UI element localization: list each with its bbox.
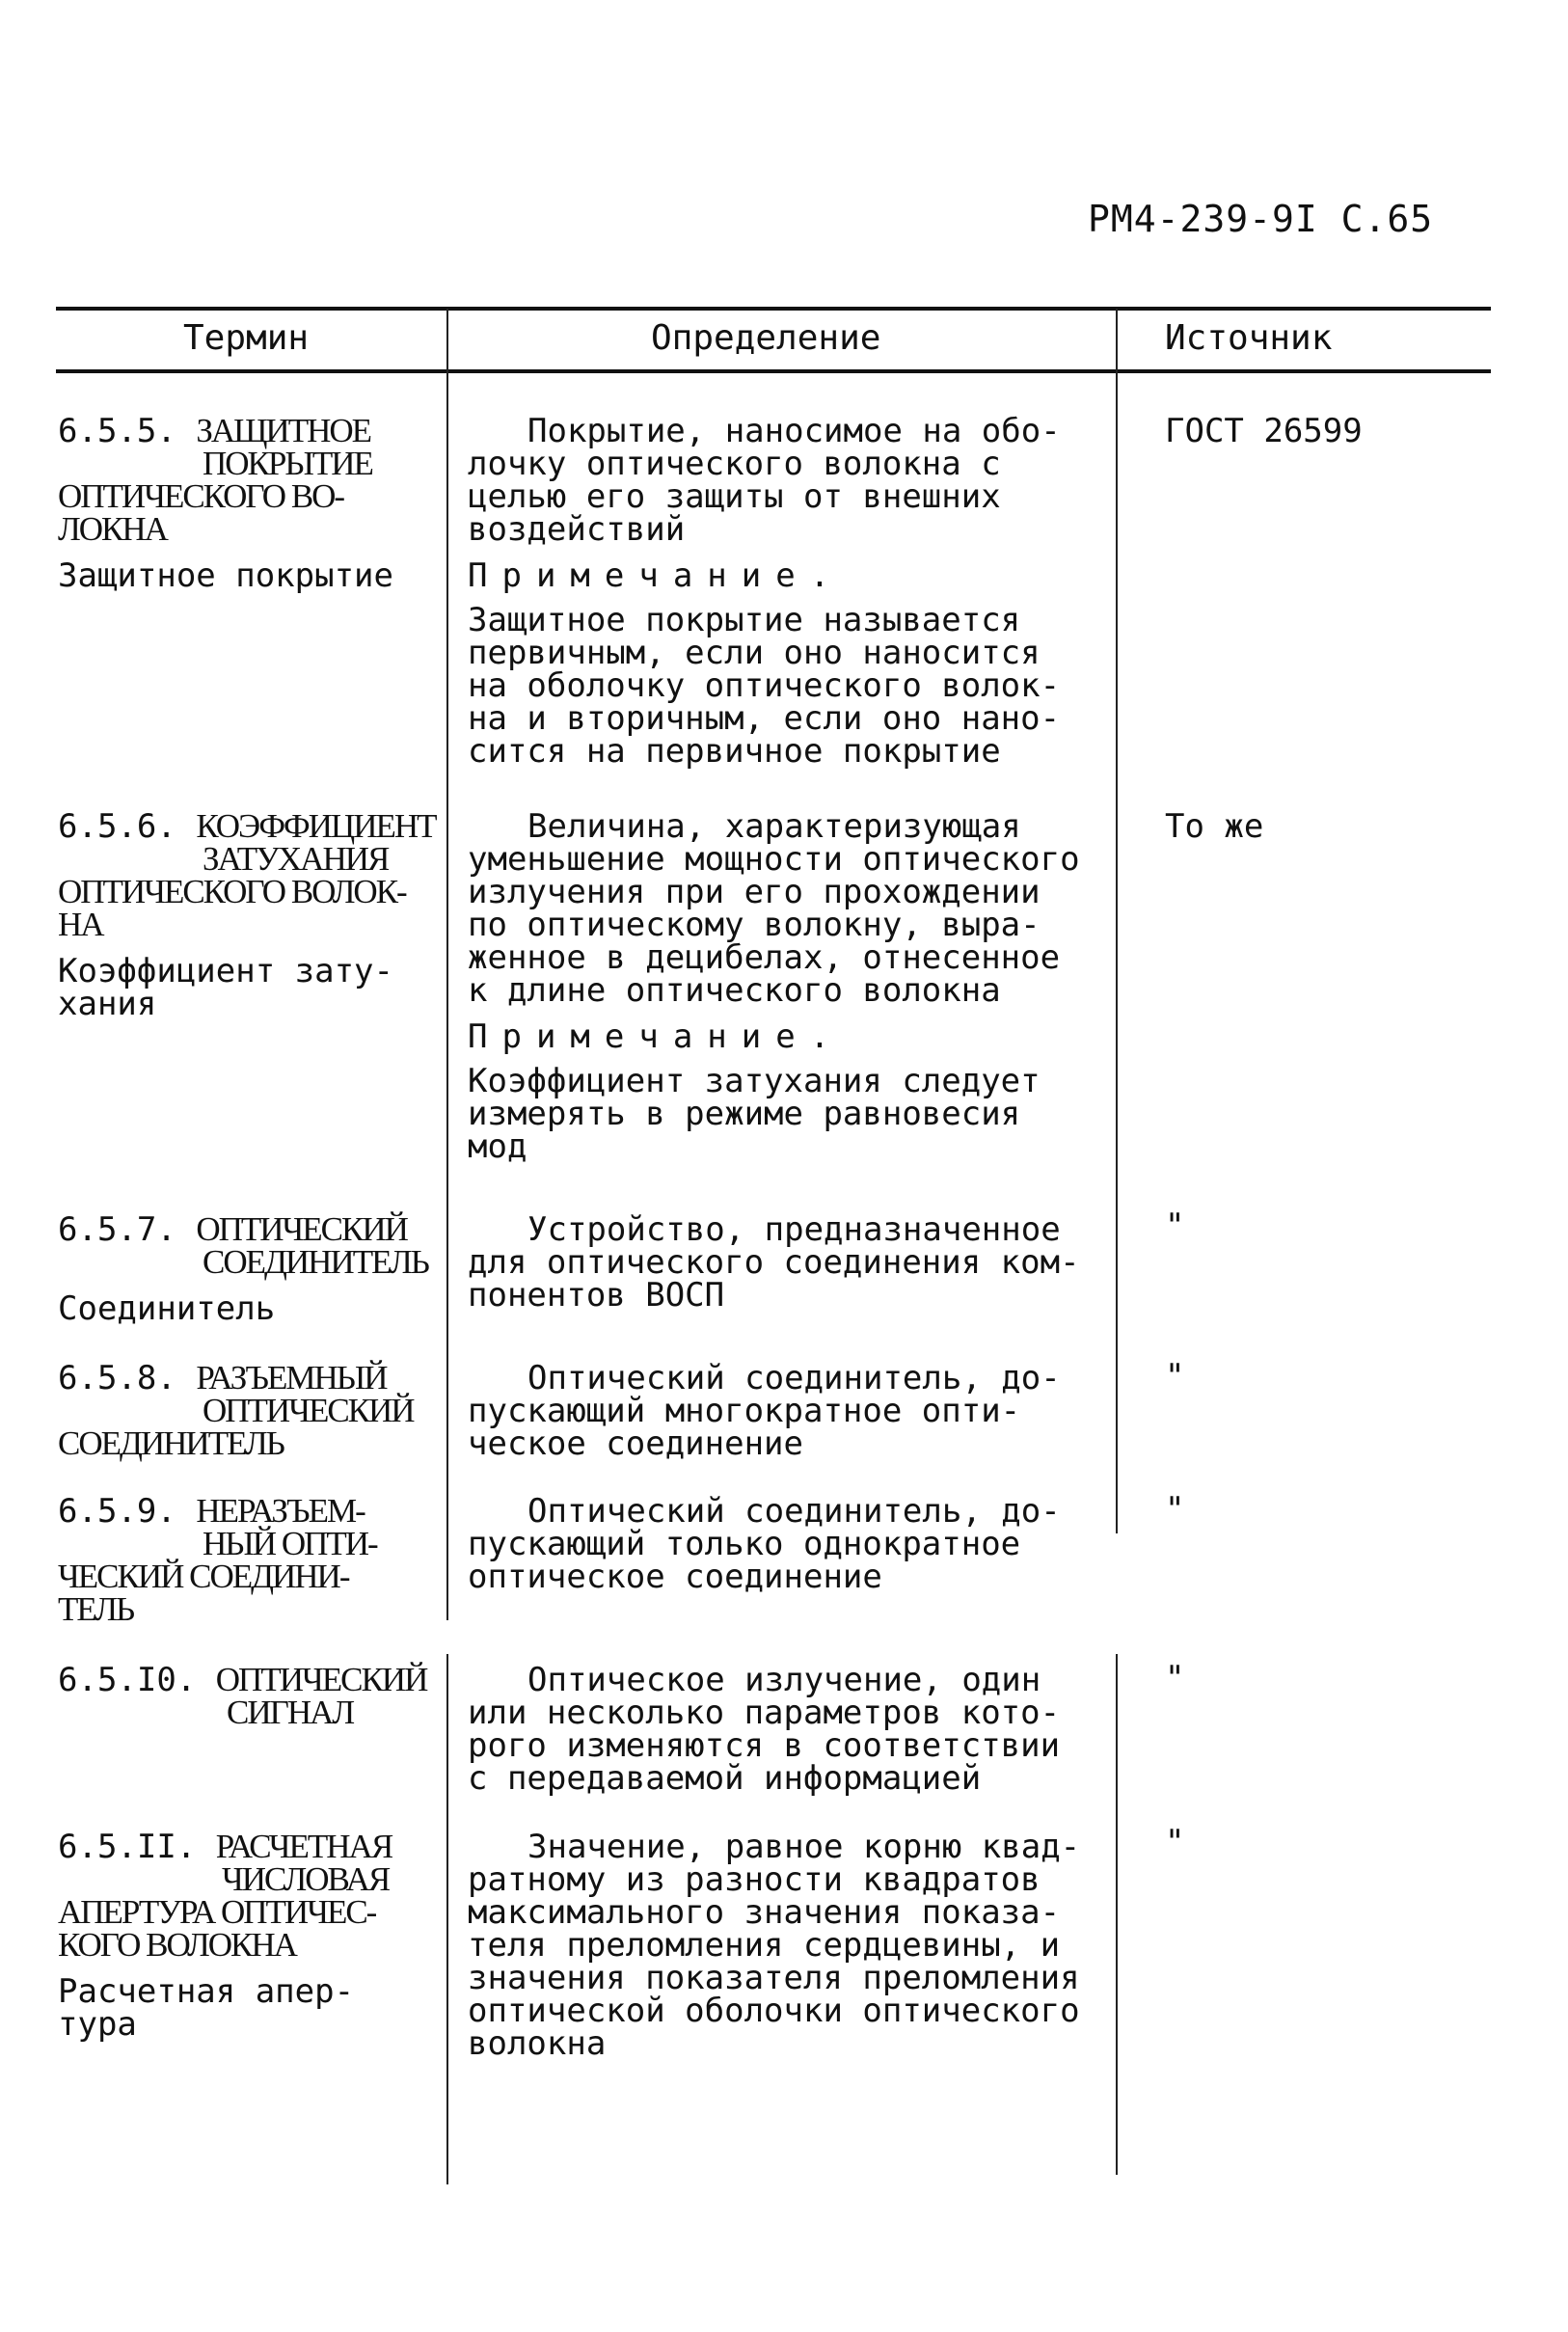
term-title-line: КОГО ВОЛОКНА: [58, 1926, 296, 1964]
column-header-term: Термин: [183, 318, 310, 358]
term-title-line: СИГНАЛ: [227, 1694, 354, 1731]
note-line: первичным, если оно наносится: [468, 634, 1041, 672]
term-6-5-11: [58, 1828, 439, 2044]
definition-line: к длине оптического волокна: [468, 971, 1001, 1010]
term-title-line: ЧИСЛОВАЯ: [222, 1860, 390, 1898]
term-heading: [58, 1492, 439, 1531]
definition-line: лочку оптического волокна с: [468, 445, 1001, 483]
definition-6-5-7: [468, 1210, 1104, 1315]
term-title-line: РАЗЪЕМНЫЙ: [196, 1359, 387, 1396]
note-line: Коэффициент затухания следует: [468, 1062, 1041, 1100]
term-title-line: ЗАЩИТНОЕ: [196, 412, 371, 449]
term-title-line: ОПТИЧЕСКИЙ: [203, 1392, 414, 1429]
source-6-5-8: ": [1165, 1357, 1185, 1396]
column-divider-1: [446, 309, 448, 1620]
term-title-line: ПОКРЫТИЕ: [203, 445, 372, 482]
definition-line: оптическое соединение: [468, 1558, 882, 1596]
definition-line: для оптического соединения ком-: [468, 1243, 1080, 1282]
source-6-5-5: ГОСТ 26599: [1165, 412, 1363, 450]
page-id: РМ4-239-9I С.65: [1088, 198, 1434, 240]
note-line: Защитное покрытие называется: [468, 601, 1021, 639]
term-6-5-5: [58, 412, 439, 595]
term-heading: [58, 1359, 439, 1397]
term-title-line: ЗАТУХАНИЯ: [203, 840, 389, 878]
definition-line: ческое соединение: [468, 1424, 803, 1463]
term-number: 6.5.6.: [58, 807, 176, 846]
note-line: на оболочку оптического волок-: [468, 666, 1061, 705]
term-number: 6.5.9.: [58, 1492, 176, 1531]
short-term: тура: [58, 2005, 137, 2044]
column-divider-2-lower: [1116, 1654, 1118, 2175]
term-title-line: ЧЕСКИЙ СОЕДИНИ-: [58, 1558, 349, 1595]
definition-line: Оптическое излучение, один: [527, 1661, 1041, 1699]
table-top-rule: [56, 307, 1491, 311]
definition-line: оптической оболочки оптического: [468, 1992, 1080, 2030]
definition-line: понентов ВОСП: [468, 1276, 725, 1315]
definition-6-5-11: [468, 1828, 1104, 2063]
short-term: хания: [58, 985, 157, 1023]
column-header-definition: Определение: [651, 318, 881, 358]
definition-line: Величина, характеризующая: [527, 807, 1021, 846]
short-term: Соединитель: [58, 1289, 276, 1328]
note-text: [468, 1062, 1104, 1166]
term-title-line: СОЕДИНИТЕЛЬ: [58, 1424, 284, 1462]
definition-6-5-9: [468, 1492, 1104, 1596]
note-line: сится на первичное покрытие: [468, 732, 1001, 771]
term-number: 6.5.II.: [58, 1828, 197, 1866]
term-number: 6.5.I0.: [58, 1661, 197, 1699]
definition-line: ратному из разности квадратов: [468, 1860, 1041, 1899]
term-title-line: КОЭФФИЦИЕНТ: [196, 807, 436, 845]
short-term: Коэффициент зату-: [58, 952, 393, 990]
definition-6-5-6: [468, 807, 1104, 1166]
term-6-5-8: [58, 1359, 439, 1462]
column-divider-2: [1116, 309, 1118, 1533]
definition-line: уменьшение мощности оптического: [468, 840, 1080, 879]
term-title-line: ТЕЛЬ: [58, 1590, 134, 1628]
term-number: 6.5.5.: [58, 412, 176, 450]
short-term: Расчетная апер-: [58, 1972, 355, 2011]
term-title-line: НЕРАЗЪЕМ-: [196, 1492, 365, 1530]
note-text: [468, 601, 1104, 771]
source-6-5-11: ": [1165, 1823, 1185, 1861]
definition-line: воздействий: [468, 510, 686, 549]
note-line: на и вторичным, если оно нано-: [468, 699, 1061, 738]
term-6-5-6: [58, 807, 439, 1023]
column-divider-1-lower: [446, 1654, 448, 2184]
short-term: Защитное покрытие: [58, 556, 393, 595]
term-number: 6.5.8.: [58, 1359, 176, 1397]
term-heading: [58, 1661, 439, 1699]
term-title-line: ЛОКНА: [58, 510, 167, 548]
term-heading: [58, 1210, 439, 1249]
definition-line: теля преломления сердцевины, и: [468, 1926, 1061, 1965]
term-title-line: НЫЙ ОПТИ-: [203, 1525, 377, 1562]
term-title-line: ОПТИЧЕСКИЙ: [196, 1210, 407, 1248]
source-6-5-6: То же: [1165, 807, 1264, 846]
term-number: 6.5.7.: [58, 1210, 176, 1249]
note-line: измерять в режиме равновесия: [468, 1095, 1021, 1133]
definition-line: пускающий многократное опти-: [468, 1392, 1021, 1430]
definition-line: значения показателя преломления: [468, 1959, 1080, 1997]
term-6-5-7: [58, 1210, 439, 1328]
definition-line: пускающий только однократное: [468, 1525, 1021, 1563]
definition-line: с передаваемой информацией: [468, 1759, 982, 1798]
definition-6-5-5: [468, 412, 1104, 771]
term-title-line: ОПТИЧЕСКИЙ: [215, 1661, 427, 1698]
term-title-line: АПЕРТУРА ОПТИЧЕС-: [58, 1893, 376, 1931]
definition-6-5-8: [468, 1359, 1104, 1463]
definition-line: целью его защиты от внешних: [468, 477, 1001, 516]
definition-line: Покрытие, наносимое на обо-: [527, 412, 1061, 450]
definition-6-5-10: [468, 1661, 1104, 1798]
definition-line: женное в децибелах, отнесенное: [468, 938, 1061, 977]
term-title-line: СОЕДИНИТЕЛЬ: [203, 1243, 428, 1281]
definition-line: Значение, равное корню квад-: [527, 1828, 1081, 1866]
term-heading: [58, 1828, 439, 1866]
note-label: Примечание.: [468, 556, 845, 595]
table-header-rule: [56, 369, 1491, 373]
definition-line: или несколько параметров кото-: [468, 1694, 1061, 1732]
note-label: Примечание.: [468, 1017, 845, 1056]
term-6-5-9: [58, 1492, 439, 1628]
definition-line: рого изменяются в соответствии: [468, 1726, 1061, 1765]
term-title-line: ОПТИЧЕСКОГО ВО-: [58, 477, 344, 515]
term-title-line: РАСЧЕТНАЯ: [215, 1828, 392, 1865]
note-line: мод: [468, 1127, 527, 1166]
term-6-5-10: [58, 1661, 439, 1731]
definition-line: максимального значения показа-: [468, 1893, 1061, 1932]
definition-line: Устройство, предназначенное: [527, 1210, 1061, 1249]
term-title-line: ОПТИЧЕСКОГО ВОЛОК-: [58, 873, 406, 910]
term-heading: [58, 807, 439, 846]
term-heading: [58, 412, 439, 450]
definition-line: излучения при его прохождении: [468, 873, 1041, 911]
source-6-5-9: ": [1165, 1490, 1185, 1529]
definition-line: Оптический соединитель, до-: [527, 1492, 1061, 1531]
source-6-5-7: ": [1165, 1207, 1185, 1245]
source-6-5-10: ": [1165, 1659, 1185, 1697]
definition-line: по оптическому волокну, выра-: [468, 906, 1041, 944]
definition-line: волокна: [468, 2024, 607, 2063]
term-title-line: НА: [58, 906, 103, 943]
column-header-source: Источник: [1165, 318, 1333, 358]
definition-line: Оптический соединитель, до-: [527, 1359, 1061, 1397]
